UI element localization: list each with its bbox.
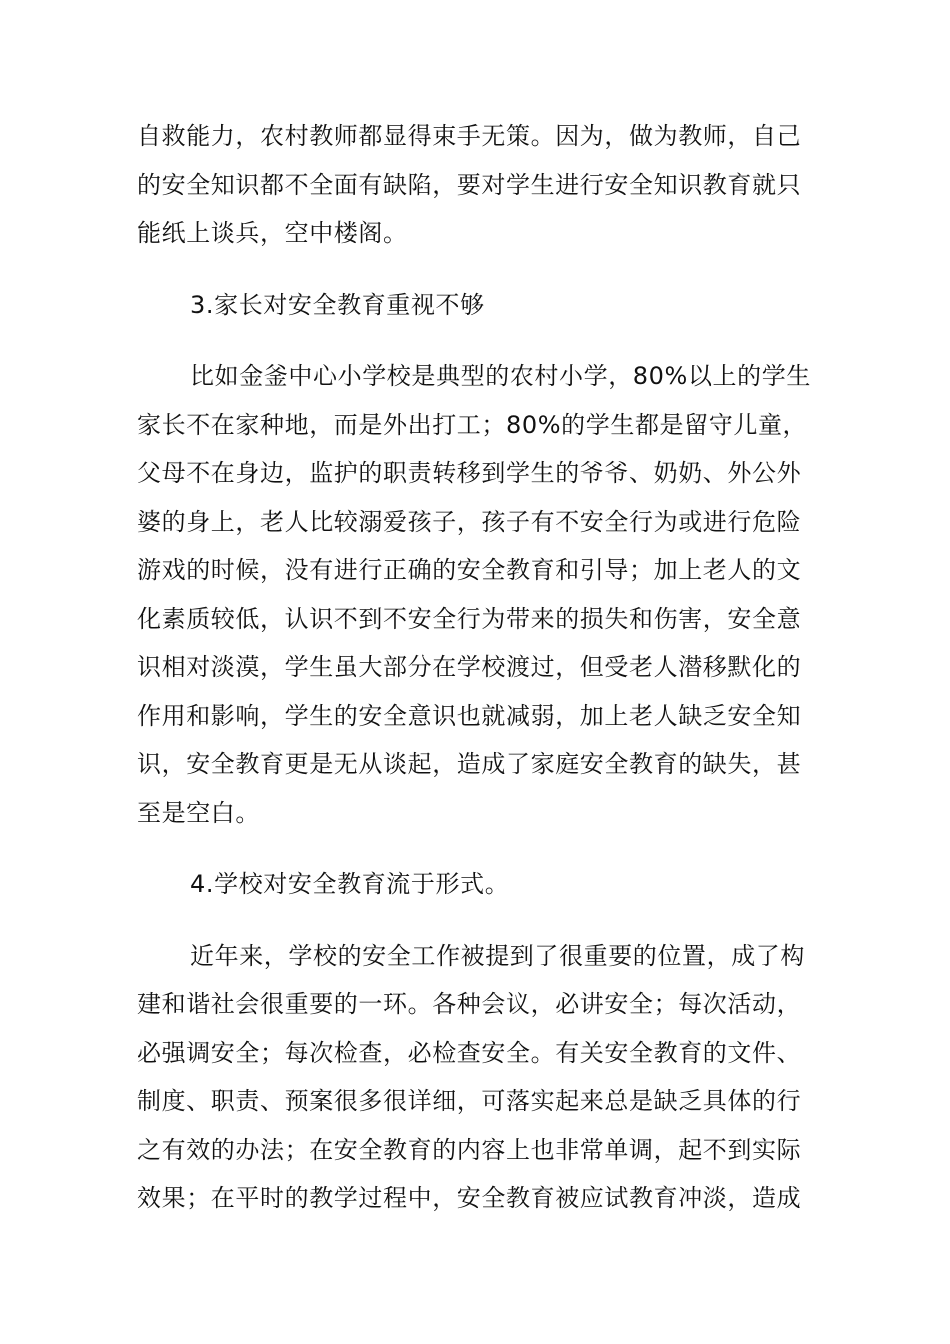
paragraph: [137, 112, 837, 258]
text-line: 近年来，学校的安全工作被提到了很重要的位置，成了构: [190, 941, 805, 970]
text-line: 制度、职责、预案很多很详细，可落实起来总是缺乏具体的行: [137, 1087, 802, 1115]
text-line: 的安全知识都不全面有缺陷，要对学生进行安全知识教育就只: [137, 170, 802, 199]
heading-text: 3.家长对安全教育重视不够: [190, 290, 485, 319]
heading-text: 4.学校对安全教育流于形式。: [190, 870, 510, 898]
paragraph: [137, 932, 837, 1223]
paragraph: [137, 352, 837, 837]
text-line: 效果；在平时的教学过程中，安全教育被应试教育冲淡，造成: [137, 1184, 802, 1212]
text-line: 游戏的时候，没有进行正确的安全教育和引导；加上老人的文: [137, 556, 802, 584]
text-line: 建和谐社会很重要的一环。各种会议，必讲安全；每次活动，: [137, 990, 802, 1018]
text-line: 作用和影响，学生的安全意识也就减弱，加上老人缺乏安全知: [137, 701, 802, 730]
text-line: 婆的身上，老人比较溺爱孩子，孩子有不安全行为或进行危险: [137, 507, 802, 536]
text-line: 比如金釜中心小学校是典型的农村小学，80%以上的学生: [190, 362, 811, 390]
text-line: 家长不在家种地，而是外出打工；80%的学生都是留守儿童，: [137, 410, 808, 439]
section-heading: [137, 860, 837, 909]
text-line: 识相对淡漠，学生虽大部分在学校渡过，但受老人潜移默化的: [137, 653, 802, 681]
text-line: 化素质较低，认识不到不安全行为带来的损失和伤害，安全意: [137, 604, 802, 633]
section-heading: [137, 281, 837, 330]
text-line: 至是空白。: [137, 798, 260, 827]
document-body: [137, 112, 837, 1223]
text-line: 自救能力，农村教师都显得束手无策。因为，做为教师，自己: [137, 122, 802, 150]
text-line: 能纸上谈兵，空中楼阁。: [137, 219, 408, 247]
text-line: 父母不在身边，监护的职责转移到学生的爷爷、奶奶、外公外: [137, 459, 802, 487]
text-line: 必强调安全；每次检查，必检查安全。有关安全教育的文件、: [137, 1038, 802, 1067]
text-line: 识，安全教育更是无从谈起，造成了家庭安全教育的缺失，甚: [137, 750, 802, 778]
text-line: 之有效的办法；在安全教育的内容上也非常单调，起不到实际: [137, 1135, 802, 1164]
